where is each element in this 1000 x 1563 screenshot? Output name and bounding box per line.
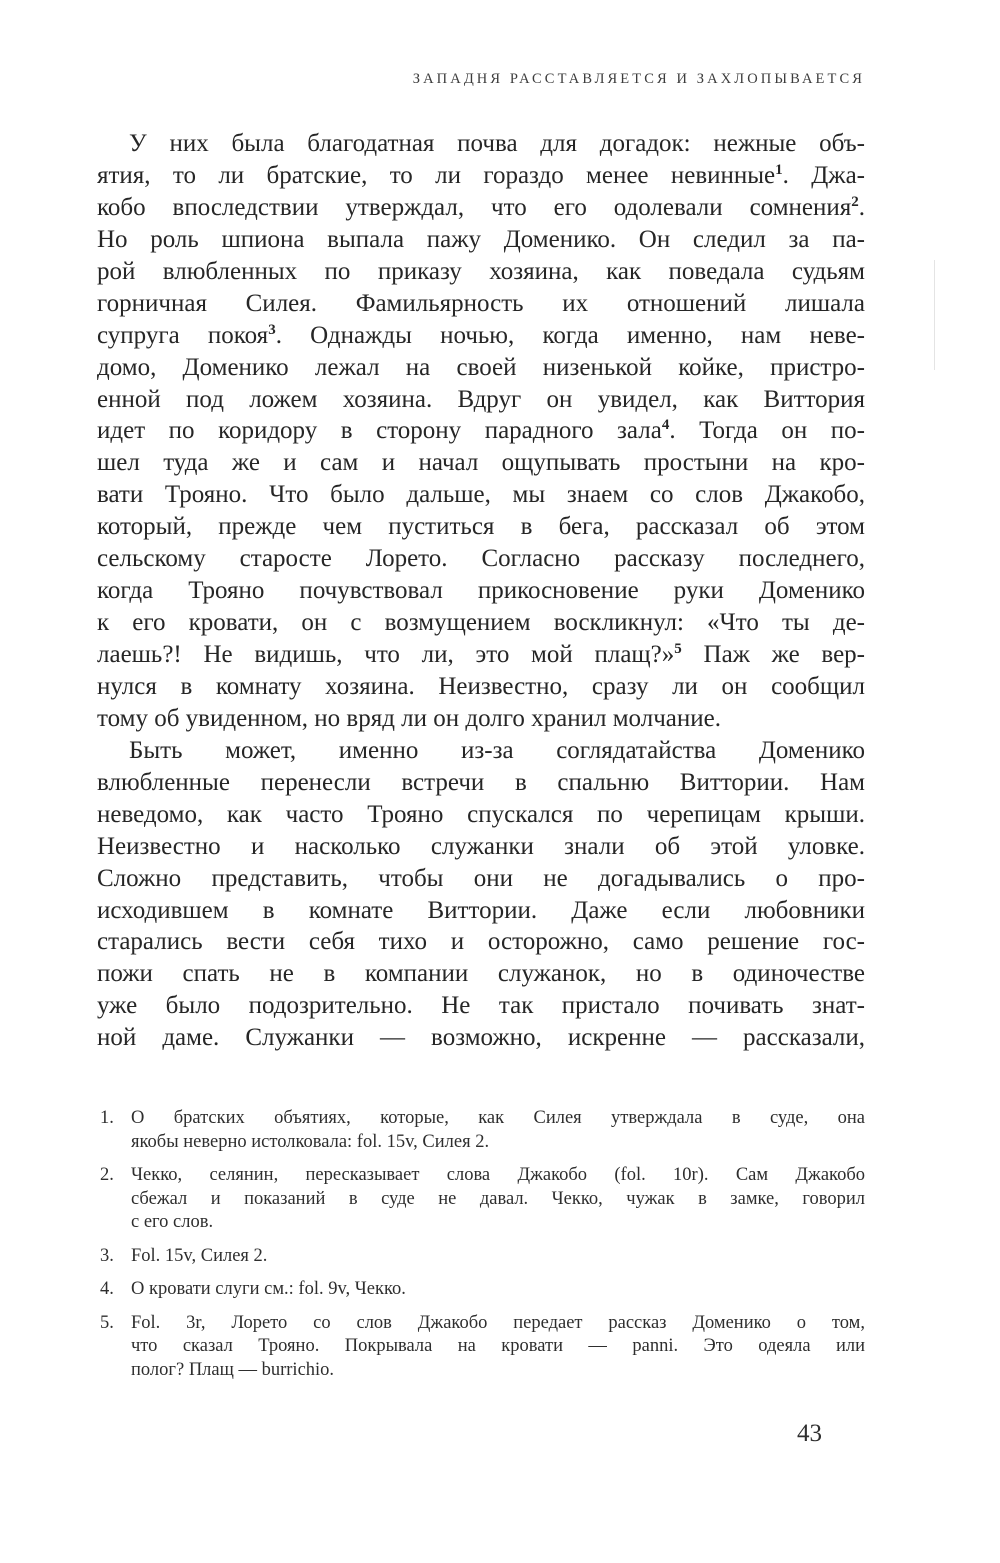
footnote-number: 2.: [100, 1165, 114, 1185]
text-line: к его кровати, он с возмущением воскликнул: «Что ты де-: [97, 609, 865, 637]
footnote: [97, 1245, 865, 1269]
footnote-ref[interactable]: 2: [851, 193, 859, 210]
footnote-number: 1.: [100, 1108, 114, 1128]
text-line: неведомо, как часто Трояно спускался по черепицам крыши.: [97, 800, 865, 828]
text-line: ятия, то ли братские, то ли гораздо менее невинные$^1$. Джа-: [97, 161, 865, 189]
text-line: лаешь?! Не видишь, что ли, это мой плащ?»$^5$ Паж же вер-: [97, 641, 866, 668]
footnote-line: якобы неверно истолковала: fol. 15v, Силея 2.: [131, 1131, 490, 1152]
footnote-line: сбежал и показаний в суде не давал. Чекко, чужак в замке, говорил: [131, 1188, 865, 1209]
text-line: вати Трояно. Что было дальше, мы знаем со слов Джакобо,: [97, 481, 865, 509]
footnote-ref[interactable]: 1: [775, 161, 783, 178]
text-line: У них была благодатная почва для догадок: нежные объ-: [129, 130, 865, 157]
footnote-line: О кровати слуги см.: fol. 9v, Чекко.: [131, 1279, 406, 1299]
footnote-line: Fol. 3r, Лорето со слов Джакобо передает рассказ Доменико о том,: [131, 1312, 865, 1333]
text-line: идет по коридору в сторону парадного зала$^4$. Тогда он по-: [97, 417, 865, 445]
text-line: горничная Силея. Фамильярность их отношений лишала: [97, 289, 865, 317]
footnote-line: с его слов.: [131, 1212, 214, 1232]
text-line: старались вести себя тихо и осторожно, само решение гос-: [97, 928, 865, 956]
footnote-number: 4.: [100, 1279, 114, 1299]
text-line: ной даме. Служанки — возможно, искренне — рассказали,: [97, 1024, 865, 1052]
text-line: супруга покоя$^3$. Однажды ночью, когда именно, нам неве-: [97, 321, 865, 349]
running-head: ЗАПАДНЯ РАССТАВЛЯЕТСЯ И ЗАХЛОПЫВАЕТСЯ: [412, 71, 865, 87]
text-line: нулся в комнату хозяина. Неизвестно, сразу ли он сообщил: [97, 672, 865, 700]
text-line: Но роль шпиона выпала пажу Доменико. Он следил за па-: [97, 225, 865, 253]
text-line: Неизвестно и насколько служанки знали об этой уловке.: [97, 832, 865, 860]
text-line: сельскому старосте Лорето. Согласно рассказу последнего,: [97, 545, 865, 573]
footnote: [97, 1107, 865, 1154]
text-line: уже было подозрительно. Не так пристало почивать знат-: [97, 992, 865, 1020]
text-line: исходившем в комнате Виттории. Даже если любовники: [97, 896, 865, 924]
footnote-ref[interactable]: 5: [674, 641, 682, 657]
text-line: домо, Доменико лежал на своей низенькой койке, пристро-: [97, 353, 865, 381]
footnote: [97, 1278, 865, 1302]
text-line: влюбленные перенесли встречи в спальню Виттории. Нам: [97, 768, 865, 796]
footnote-ref[interactable]: 4: [661, 417, 670, 434]
text-line: енной под ложем хозяина. Вдруг он увидел, как Виттория: [97, 385, 865, 413]
footnote-number: 5.: [100, 1312, 114, 1333]
margin-mark: [934, 260, 935, 370]
text-line: когда Трояно почувствовал прикосновение руки Доменико: [97, 577, 865, 605]
text-line: кобо впоследствии утверждал, что его одолевали сомнения$^2$.: [97, 193, 865, 221]
text-line: Сложно представить, чтобы они не догадывались о про-: [97, 864, 865, 892]
footnote: [97, 1164, 865, 1235]
text-line: Быть может, именно из-за соглядатайства Доменико: [129, 736, 865, 764]
footnote-line: Fol. 15v, Силея 2.: [131, 1245, 268, 1266]
footnote-number: 3.: [100, 1245, 114, 1266]
footnote: [97, 1312, 865, 1383]
page-number: 43: [797, 1420, 822, 1447]
footnote-line: что сказал Трояно. Покрывала на кровати — panni. Это одеяла или: [131, 1336, 865, 1356]
footnote-line: полог? Плащ — burrichio.: [131, 1359, 335, 1380]
footnote-line: О братских объятиях, которые, как Силея утверждала в суде, она: [131, 1108, 865, 1128]
footnote-line: Чекко, селянин, пересказывает слова Джакобо (fol. 10r). Сам Джакобо: [131, 1165, 865, 1185]
footnotes: [97, 1107, 865, 1392]
footnote-ref[interactable]: 3: [268, 321, 276, 338]
text-line: пожи спать не в компании служанок, но в одиночестве: [97, 960, 865, 988]
text-line: рой влюбленных по приказу хозяина, как поведала судьям: [97, 257, 865, 285]
text-line: тому об увиденном, но вряд ли он долго хранил молчание.: [97, 704, 721, 732]
text-line: который, прежде чем пуститься в бега, рассказал об этом: [97, 513, 865, 541]
main-text: [97, 128, 865, 1054]
text-line: шел туда же и сам и начал ощупывать простыни на кро-: [97, 449, 865, 477]
